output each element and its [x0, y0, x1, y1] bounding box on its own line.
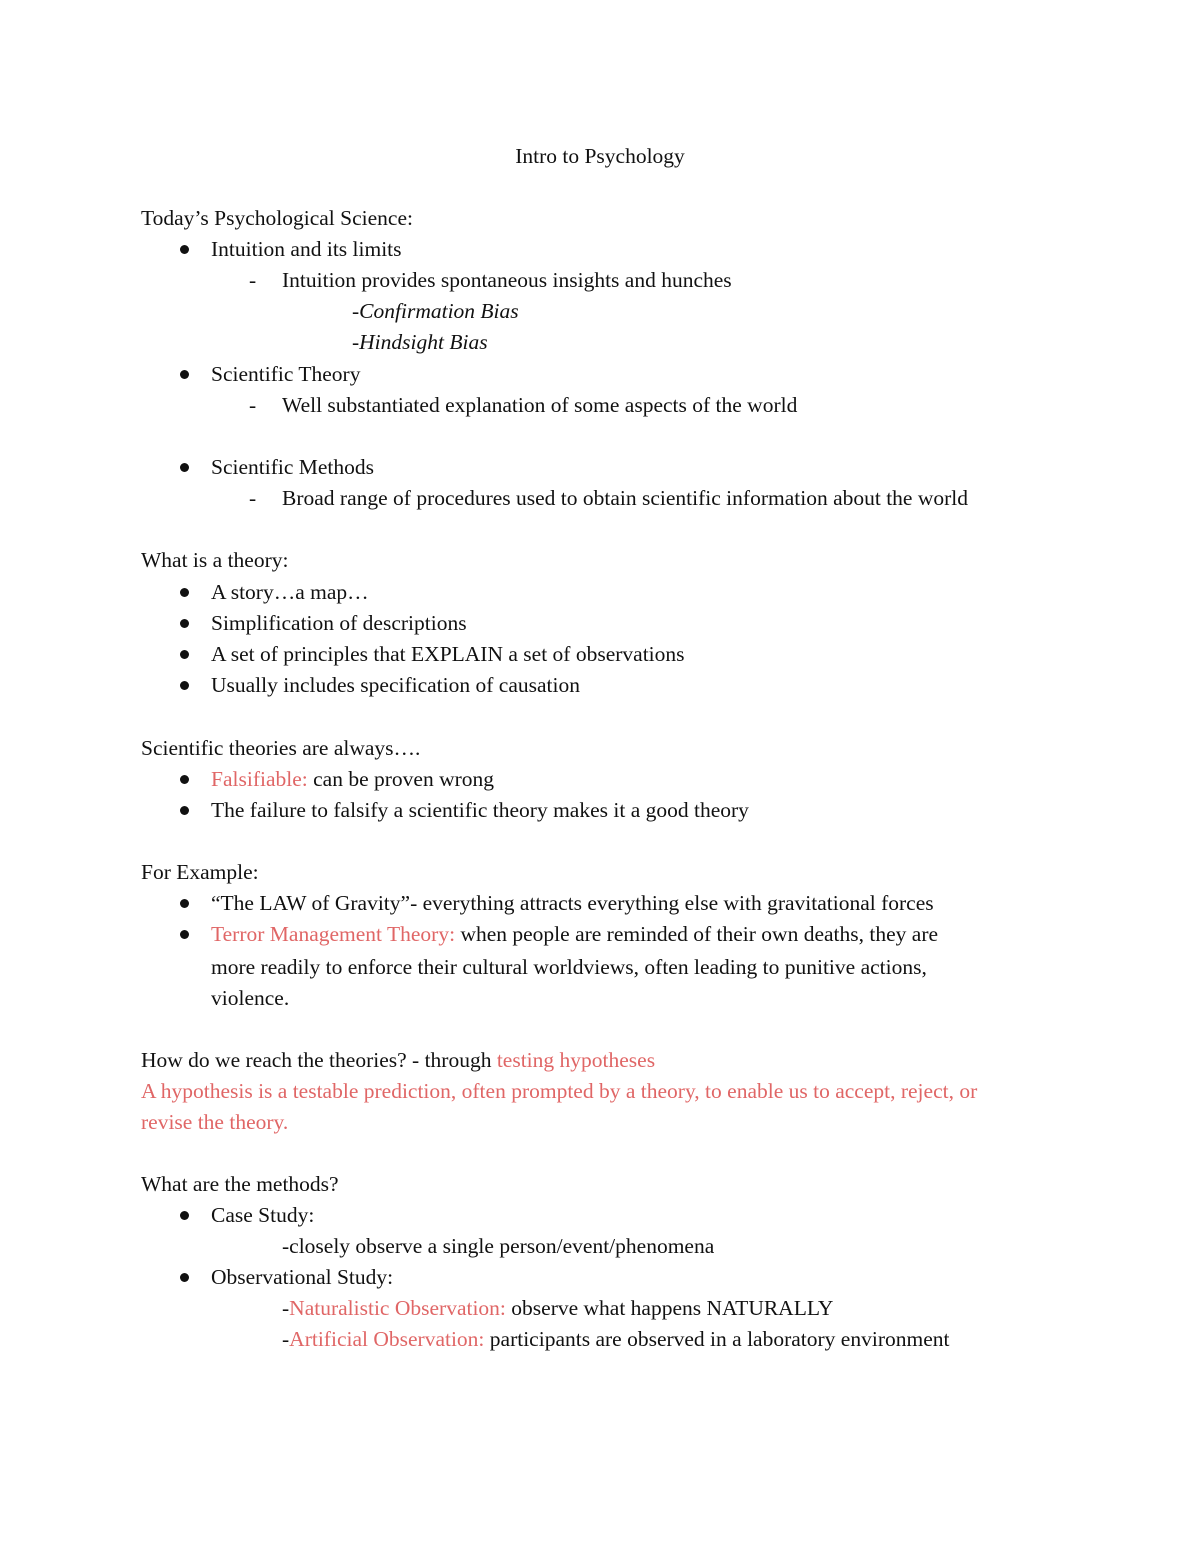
dash-prefix: -	[282, 1296, 290, 1320]
dash-marker: -	[249, 268, 257, 292]
bullet-icon	[180, 1273, 189, 1282]
section-heading-psych-science: Today’s Psychological Science:	[141, 206, 413, 230]
bullet-icon	[180, 775, 189, 784]
list-item-terror-management	[211, 924, 938, 946]
terror-management-text-line1: when people are reminded of their own deaths, they are	[455, 922, 939, 946]
term-falsifiable: Falsifiable:	[211, 767, 308, 791]
bullet-icon	[180, 245, 189, 254]
list-item: A set of principles that EXPLAIN a set of observations	[211, 642, 685, 666]
section-heading-theories-always: Scientific theories are always….	[141, 736, 421, 760]
bullet-icon	[180, 650, 189, 659]
list-item: A story…a map…	[211, 580, 369, 604]
list-item-observational-study: Observational Study:	[211, 1265, 394, 1289]
sub-item-naturalistic-observation	[282, 1298, 833, 1320]
list-item-scientific-theory: Scientific Theory	[211, 362, 361, 386]
naturalistic-observation-definition: observe what happens NATURALLY	[505, 1296, 834, 1320]
term-naturalistic-observation: Naturalistic Observation:	[289, 1296, 506, 1320]
hypothesis-question	[141, 1050, 655, 1072]
section-heading-what-is-theory: What is a theory:	[141, 548, 289, 572]
hypothesis-definition-line2: revise the theory.	[141, 1110, 289, 1134]
bullet-icon	[180, 681, 189, 690]
sub-item-hindsight-bias: -Hindsight Bias	[352, 330, 488, 354]
section-heading-methods: What are the methods?	[141, 1172, 339, 1196]
page-title: Intro to Psychology	[515, 144, 685, 168]
artificial-observation-definition: participants are observed in a laboratory environment	[484, 1327, 950, 1351]
dash-prefix: -	[282, 1327, 290, 1351]
list-item: Simplification of descriptions	[211, 611, 467, 635]
list-item-scientific-methods: Scientific Methods	[211, 455, 375, 479]
sub-item-confirmation-bias: -Confirmation Bias	[352, 299, 519, 323]
sub-item-methods-definition: Broad range of procedures used to obtain scientific information about the world	[282, 486, 969, 510]
bullet-icon	[180, 930, 189, 939]
terror-management-text-line3: violence.	[211, 986, 290, 1010]
bullet-icon	[180, 806, 189, 815]
list-item-case-study: Case Study:	[211, 1203, 315, 1227]
bullet-icon	[180, 370, 189, 379]
bullet-icon	[180, 619, 189, 628]
term-falsifiable-definition: can be proven wrong	[307, 767, 495, 791]
sub-item-theory-definition: Well substantiated explanation of some aspects of the world	[282, 393, 798, 417]
list-item-falsifiable	[211, 769, 494, 791]
bullet-icon	[180, 463, 189, 472]
bullet-icon	[180, 588, 189, 597]
list-item-failure-to-falsify: The failure to falsify a scientific theory makes it a good theory	[211, 798, 749, 822]
hypothesis-question-text: How do we reach the theories? - through	[141, 1048, 497, 1072]
list-item-intuition: Intuition and its limits	[211, 237, 402, 261]
term-terror-management-theory: Terror Management Theory:	[211, 922, 456, 946]
term-artificial-observation: Artificial Observation:	[289, 1327, 485, 1351]
list-item: Usually includes specification of causation	[211, 673, 580, 697]
term-testing-hypotheses: testing hypotheses	[496, 1048, 656, 1072]
terror-management-text-line2: more readily to enforce their cultural worldviews, often leading to punitive actions,	[211, 955, 927, 979]
section-heading-for-example: For Example:	[141, 860, 259, 884]
sub-item-intuition-insights: Intuition provides spontaneous insights and hunches	[282, 268, 732, 292]
list-item-law-of-gravity: “The LAW of Gravity”- everything attracts everything else with gravitational forces	[211, 891, 934, 915]
sub-item-case-study-definition: -closely observe a single person/event/phenomena	[282, 1234, 715, 1258]
sub-item-artificial-observation	[282, 1329, 949, 1351]
bullet-icon	[180, 1211, 189, 1220]
hypothesis-definition-line1: A hypothesis is a testable prediction, often prompted by a theory, to enable us to accept, reject, or	[141, 1079, 978, 1103]
dash-marker: -	[249, 486, 257, 510]
bullet-icon	[180, 899, 189, 908]
dash-marker: -	[249, 393, 257, 417]
